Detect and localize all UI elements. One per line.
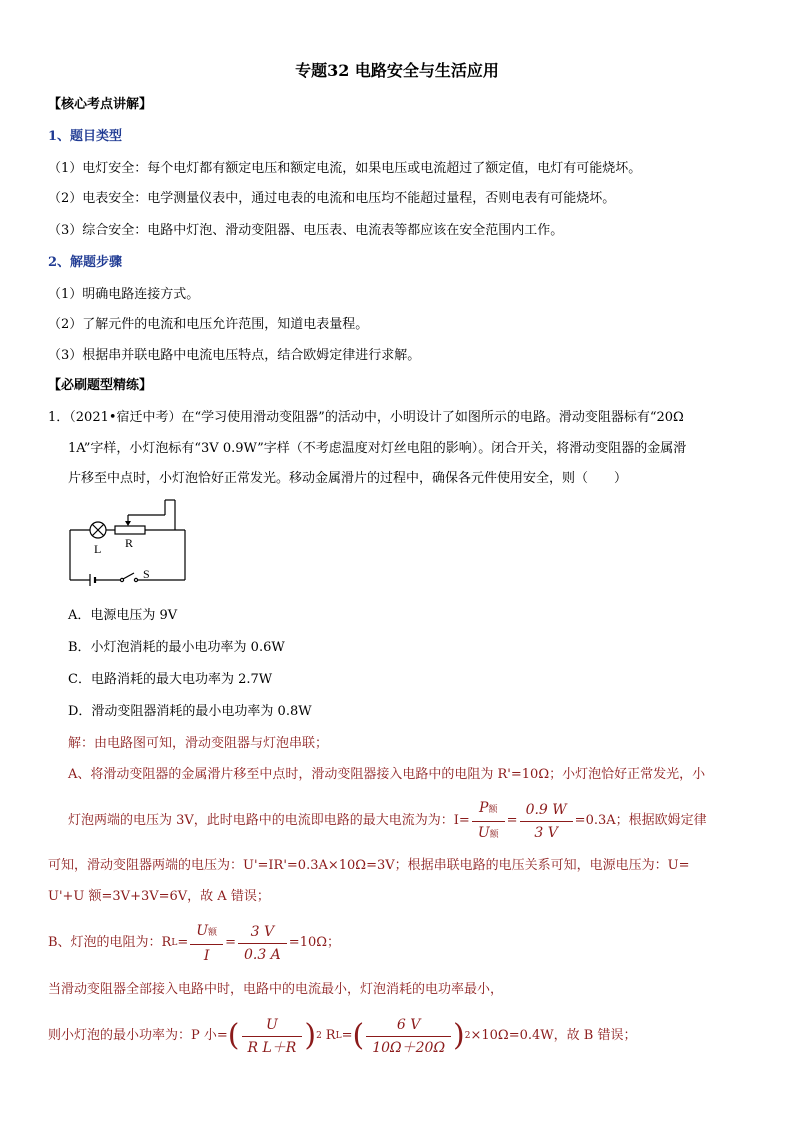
step-2: （2）了解元件的电流和电压允许范围，知道电表量程。	[48, 317, 369, 332]
option-a: A．电源电压为 9V	[68, 608, 178, 623]
heading-question-types: 1、题目类型	[48, 129, 123, 144]
solution-a-line-4: U'+U 额=3V+3V=6V，故 A 错误；	[48, 889, 270, 904]
numeric-fraction-b: $\frac{3 V}{0.3 A}$	[238, 921, 287, 966]
option-b: B．小灯泡消耗的最小电功率为 0.6W	[68, 640, 285, 655]
min-power-fraction: $\frac{U}{\text{R L＋R}}$	[242, 1014, 303, 1059]
option-d: D．滑动变阻器消耗的最小电功率为 0.8W	[68, 704, 312, 719]
switch-label: S	[143, 567, 150, 581]
question-line-3: 片移至中点时，小灯泡恰好正常发光。移动金属滑片的过程中，确保各元件使用安全，则（ ）	[68, 471, 628, 486]
section-core: 【核心考点讲解】	[48, 97, 153, 112]
solution-b-line-2: 当滑动变阻器全部接入电路中时，电路中的电流最小，灯泡消耗的电功率最小，	[48, 982, 504, 997]
step-1: （1）明确电路连接方式。	[48, 287, 200, 302]
question-line-1: 1．（2021•宿迁中考）在“学习使用滑动变阻器”的活动中，小明设计了如图所示的电路。滑动变阻器标有“20Ω	[48, 410, 684, 425]
page-title: 专题32 电路安全与生活应用	[295, 61, 499, 80]
solution-a-line-3: 可知，滑动变阻器两端的电压为：U'=IR'=0.3A×10Ω=3V；根据串联电路的电压关系可知，电源电压为：U=	[48, 858, 690, 873]
section-practice: 【必刷题型精练】	[48, 378, 153, 393]
solution-a-line-2: 灯泡两端的电压为 3V，此时电路中的电流即电路的最大电流为为：I= $\frac{\text{P额}}{\text{U额}}$ = $\frac{0.9 W}{3 V}$ =0.3A；根据欧姆定律	[68, 795, 707, 847]
numeric-fraction-a: $\frac{0.9 W}{3 V}$	[520, 799, 573, 844]
type-1: （1）电灯安全：每个电灯都有额定电压和额定电流，如果电压或电流超过了额定值，电灯有可能烧坏。	[48, 161, 642, 176]
solution-b-line-1: B、灯泡的电阻为：R L = $\frac{\text{U额}}{I}$ = $\frac{3 V}{0.3 A}$ =10Ω；	[48, 917, 340, 969]
voltage-over-current-fraction: $\frac{\text{U额}}{I}$	[190, 920, 223, 967]
option-c: C．电路消耗的最大电功率为 2.7W	[68, 672, 273, 687]
solution-b-line-3: 则小灯泡的最小功率为：P 小= ( $\frac{U}{\text{R L＋R}}$ ) 2 R L = ( $\frac{6 V}{10\Omega+20\Omega}$ ) 2 ×10Ω=0.4W，故 B 错误；	[48, 1010, 636, 1062]
step-3: （3）根据串并联电路中电流电压特点，结合欧姆定律进行求解。	[48, 348, 421, 363]
type-3: （3）综合安全：电路中灯泡、滑动变阻器、电压表、电流表等都应该在安全范围内工作。	[48, 223, 564, 238]
type-2: （2）电表安全：电学测量仪表中，通过电表的电流和电压均不能超过量程，否则电表有可能烧坏。	[48, 191, 616, 206]
question-line-2: 1A”字样，小灯泡标有“3V 0.9W”字样（不考虑温度对灯丝电阻的影响）。闭合开关，将滑动变阻器的金属滑	[68, 441, 687, 456]
lamp-label: L	[94, 542, 102, 556]
numeric-fraction-c: $\frac{6 V}{10\Omega+20\Omega}$	[366, 1014, 451, 1059]
solution-a-line-1: A、将滑动变阻器的金属滑片移至中点时，滑动变阻器接入电路中的电阻为 R'=10Ω；小灯泡恰好正常发光，小	[68, 767, 706, 782]
circuit-diagram	[60, 495, 200, 590]
power-over-voltage-fraction: $\frac{\text{P额}}{\text{U额}}$	[472, 797, 505, 846]
solution-intro: 解：由电路图可知，滑动变阻器与灯泡串联；	[68, 736, 329, 751]
heading-steps: 2、解题步骤	[48, 255, 123, 270]
rheostat-label: R	[125, 536, 134, 550]
